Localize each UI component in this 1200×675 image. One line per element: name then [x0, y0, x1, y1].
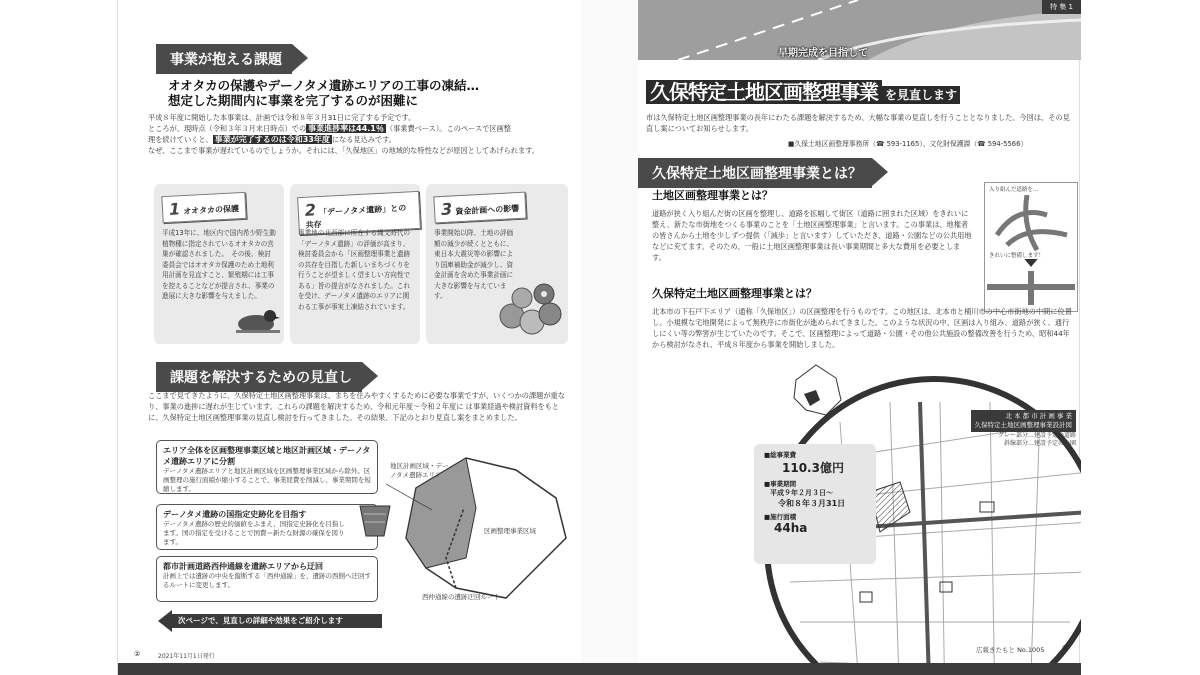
question-1: 土地区画整理事業とは？	[652, 189, 773, 202]
solution-box-1: エリア全体を区画整理事業区域と地区計画区域・デーノタメ遺跡エリアに分割 デーノタメ遺跡エリアと地区計画区域を区画整理事業区域から除外。区画整理の施行面積が縮小することで、事業経費を削減し、事業期間を短縮します。	[156, 440, 378, 494]
section-title-what: 久保特定土地区画整理事業とは？	[638, 158, 872, 188]
section-title-solution: 課題を解決するための見直し	[156, 362, 362, 392]
solution-box-3: 都市計画道路西仲通線を遺跡エリアから迂回 計画上では遺跡の中央を縦断する「西仲通線」を、遺跡の西側へ迂回するルートに変更します。	[156, 556, 378, 602]
right-page	[638, 0, 1081, 675]
feature-tag: 特 集 1	[1042, 0, 1081, 14]
page-number-left: ②	[134, 650, 141, 658]
map-label-project: 区画整理事業区域	[484, 527, 536, 535]
issue-date: 2021年11月1日発行	[158, 653, 215, 660]
issues-headline: オオタカの保護やデーノタメ遺跡エリアの工事の凍結… 想定した期間内に事業を完了するのが困難に	[168, 78, 480, 108]
question-2: 久保特定土地区画整理事業とは？	[652, 287, 817, 300]
issue-text-1: 平成13年に、地区内で国内希少野生動植物種に指定されているオオタカの営巣が確認されました。 その後、検討委員会ではオオタカ保護のため土地利用計画を見直すこと、繁殖期には工事を控えることなどが提言され、事業の進展に大きな影響を与えました。	[162, 229, 276, 300]
answer-1: 道路が狭く入り組んだ街の区画を整理し、道路を拡幅して街区（道路に囲まれた区域）をきれいに整え、新たな市街地をつくる事業のことを「土地区画整理事業」と言います。この事業は、地権者の皆さんから土地を少しずつ提供（「減歩」と言います）していただき、道路・公園などの公共用地などに充てます。そのため、一般に土地区画整理事業は長い事業期間と多大な費用を必要とします。	[652, 209, 972, 262]
map-label-district: 地区計画区域・デーノタメ遺跡エリア	[390, 462, 449, 479]
issue-text-2: 事業地の北西部に所在する縄文時代の「デーノタメ遺跡」の評価が高まり、検討委員会から「区画整理事業と遺跡の共存を目指した新しいまちづくりを行うことが望ましく望ましい方向性である」旨の提言がなされました。これを受け、デーノタメ遺跡のエリアに関わる工事が事実上凍結されています。	[298, 229, 411, 311]
intro-line: なぜ、ここまで事業が遅れているのでしょうか。それには、「久保地区」の地域的な特性などが原因としてあげられます。	[148, 146, 539, 155]
plan-title: 北 本 都 市 計 画 事 業 久保特定土地区画整理事業設計図 グレー部分…建設予定の道路 斜線部分…建設予定の公園	[938, 410, 1076, 448]
coins-icon	[492, 276, 566, 338]
page-number-right: ①	[1062, 644, 1069, 652]
feature-lead: 市は久保特定土地区画整理事業の長年にわたる課題を解決するため、大幅な事業の見直しを行うこととなりました。今回は、その見直し案についてお知らせします。	[646, 113, 1070, 133]
issue-title-2: 2 「デーノタメ遺跡」との共存	[297, 191, 421, 235]
magazine-issue: 広報きたもと No.1005	[976, 646, 1045, 654]
issue-box-2	[290, 184, 420, 344]
feature-title: 久保特定土地区画整理事業 を見直します	[646, 76, 960, 105]
kitamoto-locator-icon	[786, 360, 846, 424]
intro-line: 平成８年度に開始した本事業は、計画では令和８年３月31日に完了する予定です。	[148, 113, 416, 122]
intro-line: 理を続けていくと、 事業が完了するのは令和33年度 になる見込みです。	[148, 135, 396, 144]
bottom-bar	[118, 663, 1081, 675]
issue-box-1	[154, 184, 284, 344]
feature-subtitle: 早期完成を目指して	[778, 48, 868, 59]
solution-box-2: デーノタメ遺跡の国指定史跡化を目指す デーノタメ遺跡の歴史的価値をふまえ、国指定史跡化を目指します。国の指定を受けることで国費＝新たな財源の確保を図ります。	[156, 504, 378, 550]
issues-intro	[148, 112, 568, 156]
issue-text-3: 事業開始以降、土地の評価額の減少が続くとともに、東日本大震災等の影響により国庫補助金が減少し、資金計画を含めた事業計画に大きな影響を与えています。	[434, 229, 514, 300]
issue-title-3: 3 資金計画への影響	[433, 192, 526, 224]
issue-title-1: 1 オオタカの保護	[161, 192, 246, 223]
next-page-banner[interactable]: 次ページで、見直しの詳細や効果をご紹介します	[158, 610, 382, 632]
project-stats: ■総事業費 110.3億円 ■事業期間 平成９年２月３日〜 令和８年３月31日 ■施行面積 44ha	[754, 444, 876, 564]
intro-line: ところが、現時点（令和３年３月末日時点）での 事業進捗率は44.1％ （事業費ベース）。このペースで区画整	[148, 124, 511, 133]
solution-intro: ここまで見てきたように、久保特定土地区画整理事業は、まちを住みやすくするために必要な事業ですが、いくつかの課題が重なり、事業の進捗に遅れが生じています。これらの課題を解決するため、令和元年度〜令和２年度に は事業経過や検討資料をもとに、久保特定土地区画整理事業の見直し検討を行ってきました。その結果、下記のとおり見直し案をまとめました。	[148, 391, 565, 422]
left-page	[118, 0, 581, 675]
map-label-route: 西仲通線の遺跡迂回ルート	[422, 593, 500, 601]
contact-info: ■久保土地区画整理事務所（☎ 593-1165）、文化財保護課（☎ 594-5566）	[788, 140, 1028, 148]
issue-box-3	[426, 184, 568, 344]
answer-2: 北本市の下石戸下エリア（通称「久保地区」）の区画整理を行うものです。この地区は、北本市と桶川市の中心市街地の中間に位置し、小規模な宅地開発によって無秩序に市街化が進められてきました。このような状況の中、区画は入り組み、道路が狭く、通行しにくい等の弊害が生じていたのです。そこで、区画整理によって道路・公園・その他公共施設の整備改善を行うため、昭和44年から検討がなされ、平成８年度から事業を開始しました。	[652, 307, 1072, 349]
section-title-issues: 事業が抱える課題	[156, 44, 292, 74]
road-diagram: 入り組んだ道路を… きれいに整備します！	[984, 182, 1078, 312]
hawk-icon	[234, 302, 282, 340]
magazine-spread	[117, 0, 1080, 675]
page-gutter	[581, 0, 638, 675]
